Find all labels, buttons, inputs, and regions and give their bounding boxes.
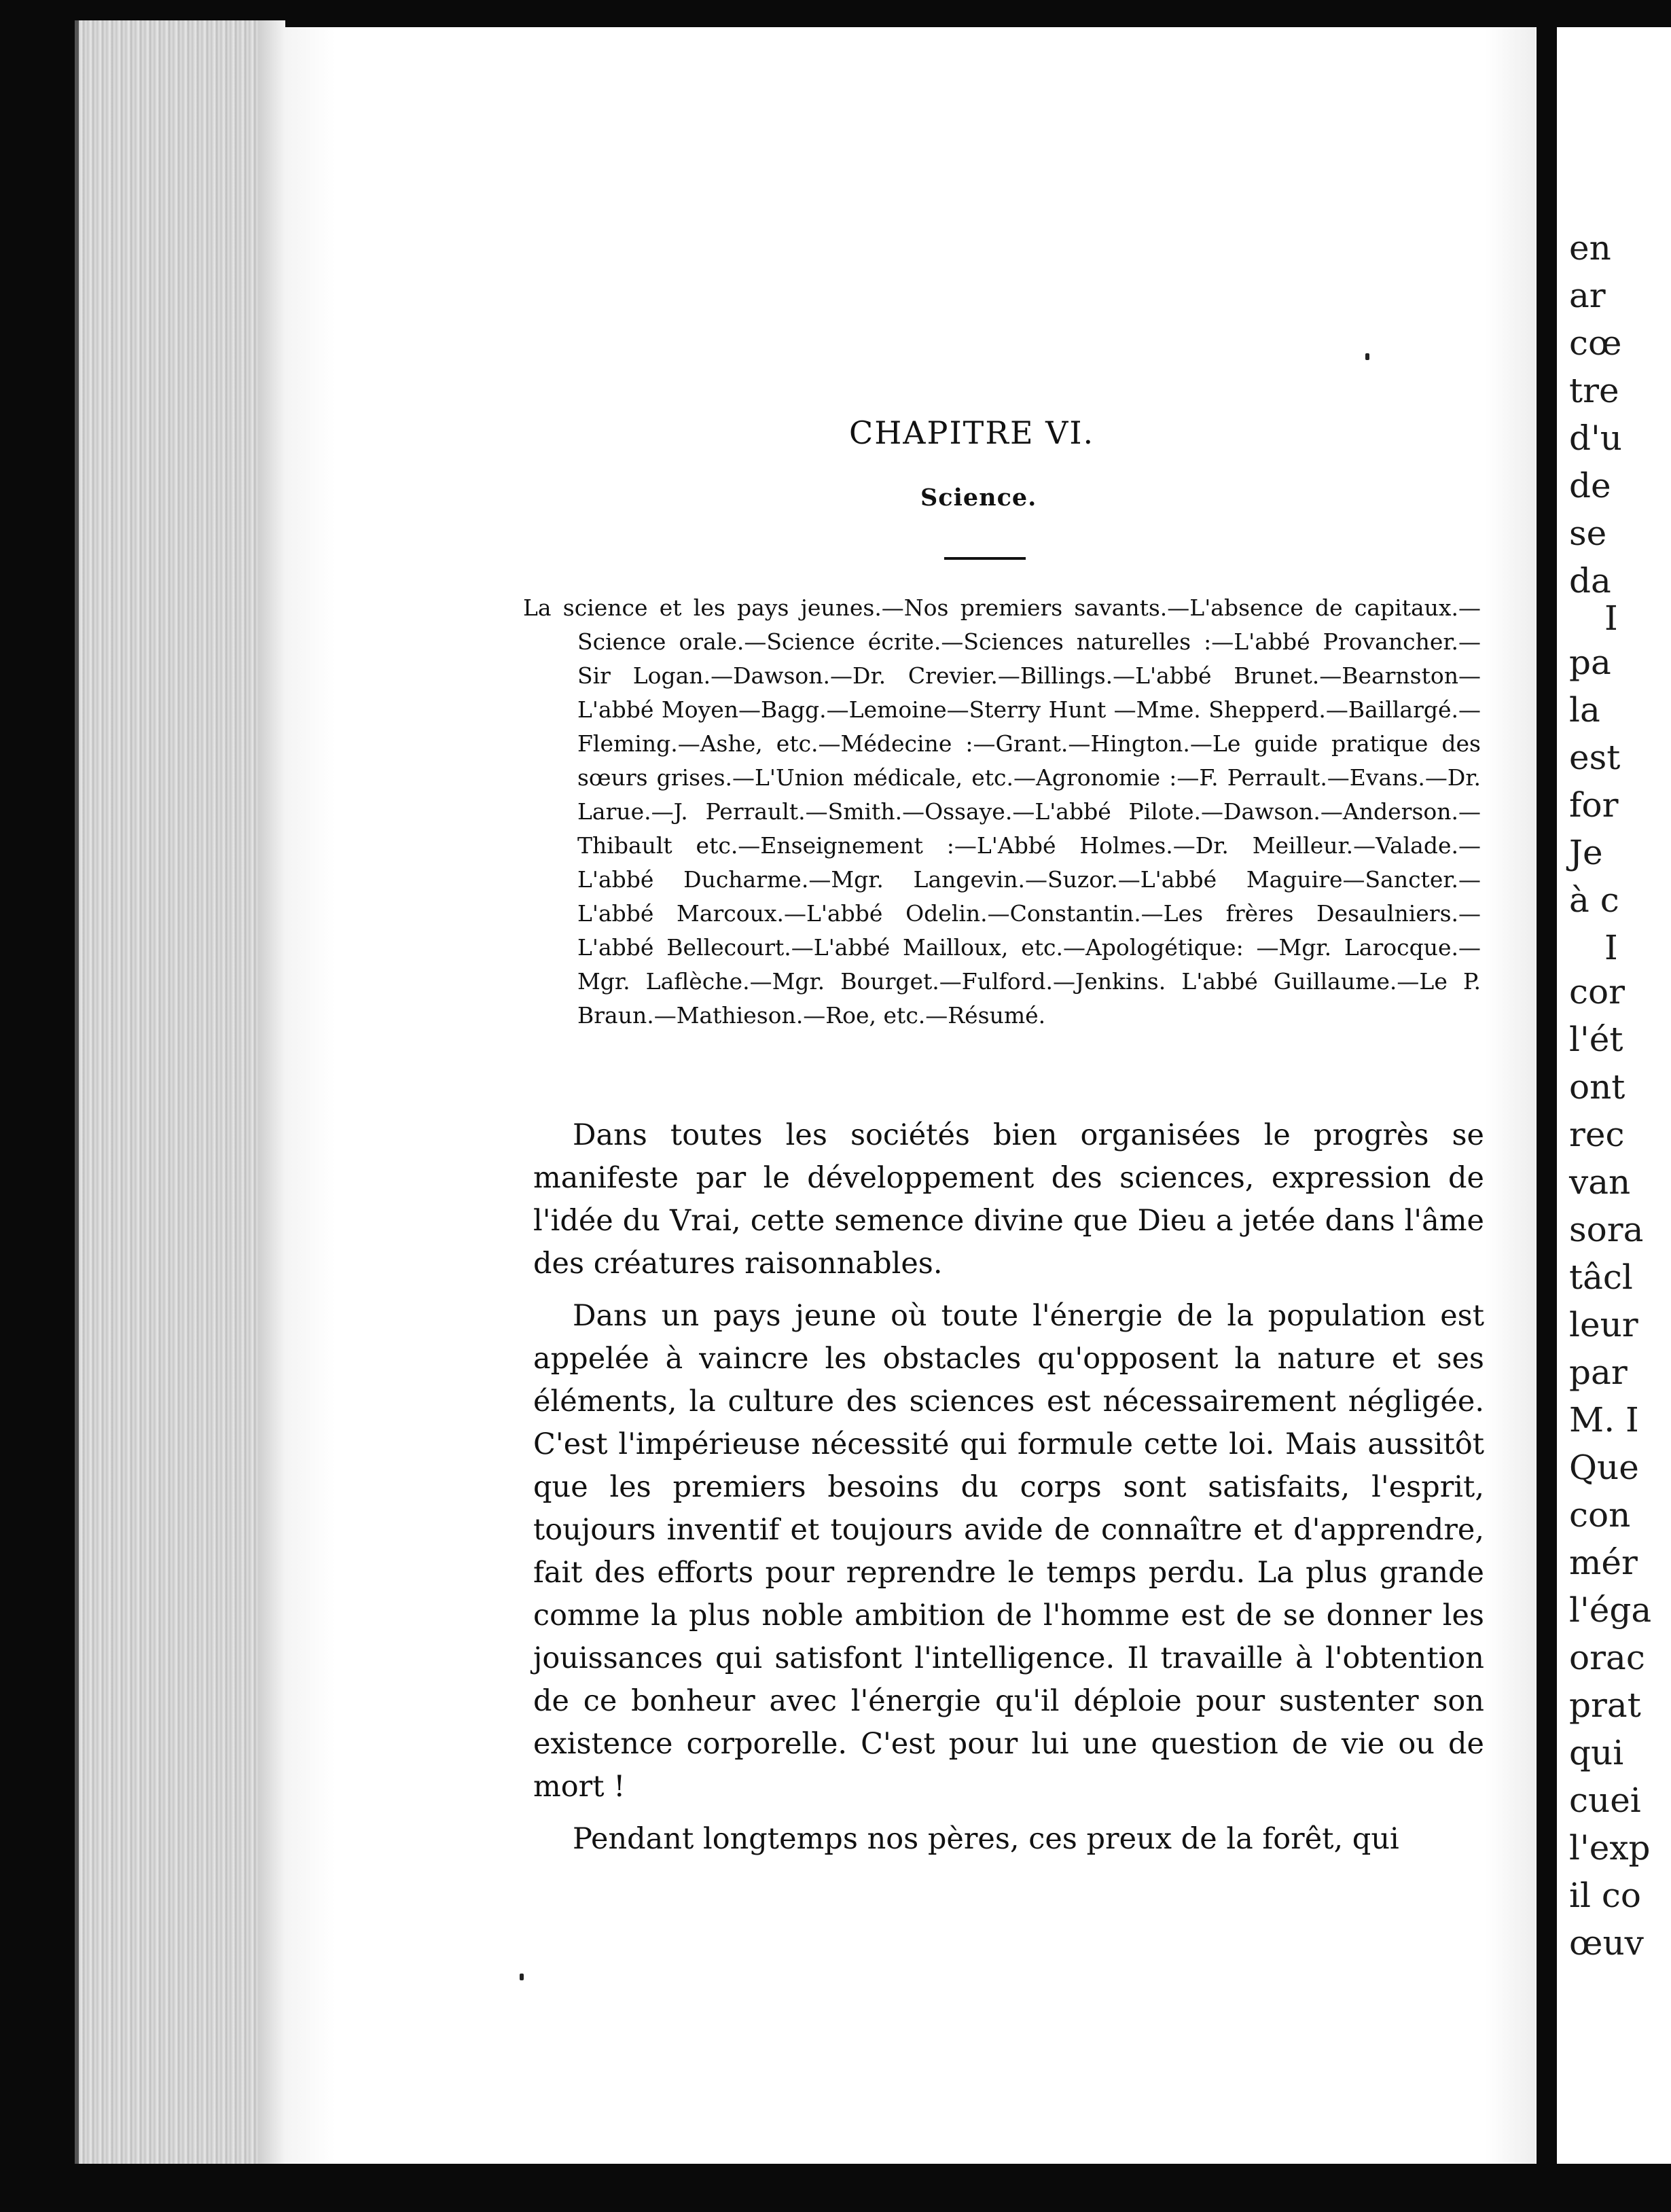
right-page-fragment: la — [1569, 690, 1600, 730]
paragraph-1: Dans toutes les sociétés bien organisées le progrès se manifeste par le développement des sciences, expression de l'idée du Vrai, cette semence divine que Dieu a jetée dans l'âme des créatures raisonnables. — [533, 1118, 1484, 1281]
right-page-fragment: for — [1569, 785, 1619, 825]
right-page-fragment: da — [1569, 561, 1611, 601]
right-page-fragment: cor — [1569, 972, 1625, 1012]
right-page-fragment: l'éga — [1569, 1590, 1652, 1630]
paragraph-3: Pendant longtemps nos pères, ces preux de la forêt, qui — [573, 1822, 1399, 1856]
scan-border-bottom — [0, 2164, 1671, 2212]
right-page-fragment: rec — [1569, 1115, 1625, 1154]
ink-speck — [520, 1974, 524, 1980]
title-rule — [944, 557, 1026, 560]
body-text — [533, 1114, 1484, 1870]
right-page-fragment: mér — [1569, 1543, 1638, 1582]
right-page-fragment: M. I — [1569, 1400, 1639, 1440]
ink-speck — [1365, 353, 1369, 360]
chapter-title: CHAPITRE VI. — [849, 414, 1095, 451]
right-page-fragment: œuv — [1569, 1923, 1644, 1963]
page-gutter — [1537, 0, 1557, 2212]
right-page-fragment: orac — [1569, 1638, 1645, 1677]
right-page-fragment: ar — [1569, 276, 1606, 315]
right-page-fragment: ont — [1569, 1067, 1625, 1107]
right-page-fragment: Je — [1569, 833, 1603, 872]
right-page-fragment: I — [1604, 928, 1618, 967]
right-page-fragment: Que — [1569, 1448, 1639, 1487]
right-page-fragment: l'ét — [1569, 1020, 1623, 1059]
right-page-fragment: est — [1569, 738, 1621, 777]
right-page-fragment: qui — [1569, 1733, 1624, 1772]
right-page-fragment: cœ — [1569, 323, 1622, 363]
right-book-page — [1557, 27, 1671, 2167]
section-title: Science. — [920, 484, 1037, 512]
right-page-fragment: à c — [1569, 880, 1619, 920]
book-page-edges — [75, 20, 283, 2167]
right-page-fragment: van — [1569, 1162, 1631, 1202]
scan-border-left — [0, 0, 82, 2212]
right-page-fragment: par — [1569, 1353, 1628, 1392]
right-page-fragment: tre — [1569, 371, 1619, 410]
right-page-fragment: leur — [1569, 1305, 1638, 1344]
right-page-fragment: tâcl — [1569, 1257, 1633, 1297]
right-page-fragment: I — [1604, 599, 1618, 638]
book-page-edge-shadow — [258, 20, 285, 2167]
right-page-fragment: il co — [1569, 1876, 1641, 1915]
right-page-fragment: d'u — [1569, 418, 1622, 458]
right-page-fragment: cuei — [1569, 1781, 1641, 1820]
chapter-summary: La science et les pays jeunes.—Nos premiers savants.—L'absence de capitaux.—Science orale.—Science écrite.—Sciences naturelles :—L'abbé Provancher.—Sir Logan.—Dawson.—Dr. Crevier.—Billings.—L'abbé Brunet.—Bearnston—L'abbé Moyen—Bagg.—Lemoine—Sterry Hunt —Mme. Shepperd.—Baillargé.—Fleming.—Ashe, etc.—Médecine :—Grant.—Hington.—Le guide pratique des sœurs grises.—L'Union médicale, etc.—Agronomie :—F. Perrault.—Evans.—Dr. Larue.—J. Perrault.—Smith.—Ossaye.—L'abbé Pilote.—Dawson.—Anderson.—Thibault etc.—Enseignement :—L'Abbé Holmes.—Dr. Meilleur.—Valade.—L'abbé Ducharme.—Mgr. Langevin.—Suzor.—L'abbé Maguire—Sancter.—L'abbé Marcoux.—L'abbé Odelin.—Constantin.—Les frères Desaulniers.—L'abbé Bellecourt.—L'abbé Mailloux, etc.—Apologétique: —Mgr. Larocque.—Mgr. Laflèche.—Mgr. Bourget.—Fulford.—Jenkins. L'abbé Guillaume.—Le P. Braun.—Mathieson.—Roe, etc.—Résumé. — [523, 594, 1481, 1029]
right-page-fragment: pa — [1569, 643, 1611, 682]
right-page-fragment: sora — [1569, 1210, 1644, 1249]
right-page-fragment: l'exp — [1569, 1828, 1651, 1868]
right-page-fragment: de — [1569, 466, 1611, 505]
right-page-fragment: en — [1569, 228, 1611, 268]
right-page-fragment: se — [1569, 514, 1607, 553]
right-page-fragment: prat — [1569, 1685, 1641, 1725]
paragraph-2: Dans un pays jeune où toute l'énergie de la population est appelée à vaincre les obstacles qu'opposent la nature et ses éléments, la culture des sciences est nécessairement négligée. C'est l'impérieuse nécessité qui formule cette loi. Mais aussitôt que les premiers besoins du corps sont satisfaits, l'esprit, toujours inventif et toujours avide de connaître et d'apprendre, fait des efforts pour reprendre le temps perdu. La plus grande comme la plus noble ambition de l'homme est de se donner les jouissances qui satisfont l'intelligence. Il travaille à l'obtention de ce bonheur avec l'énergie qu'il déploie pour sustenter son existence corporelle. C'est pour lui une question de vie ou de mort ! — [533, 1299, 1484, 1804]
right-page-fragment: con — [1569, 1495, 1631, 1535]
